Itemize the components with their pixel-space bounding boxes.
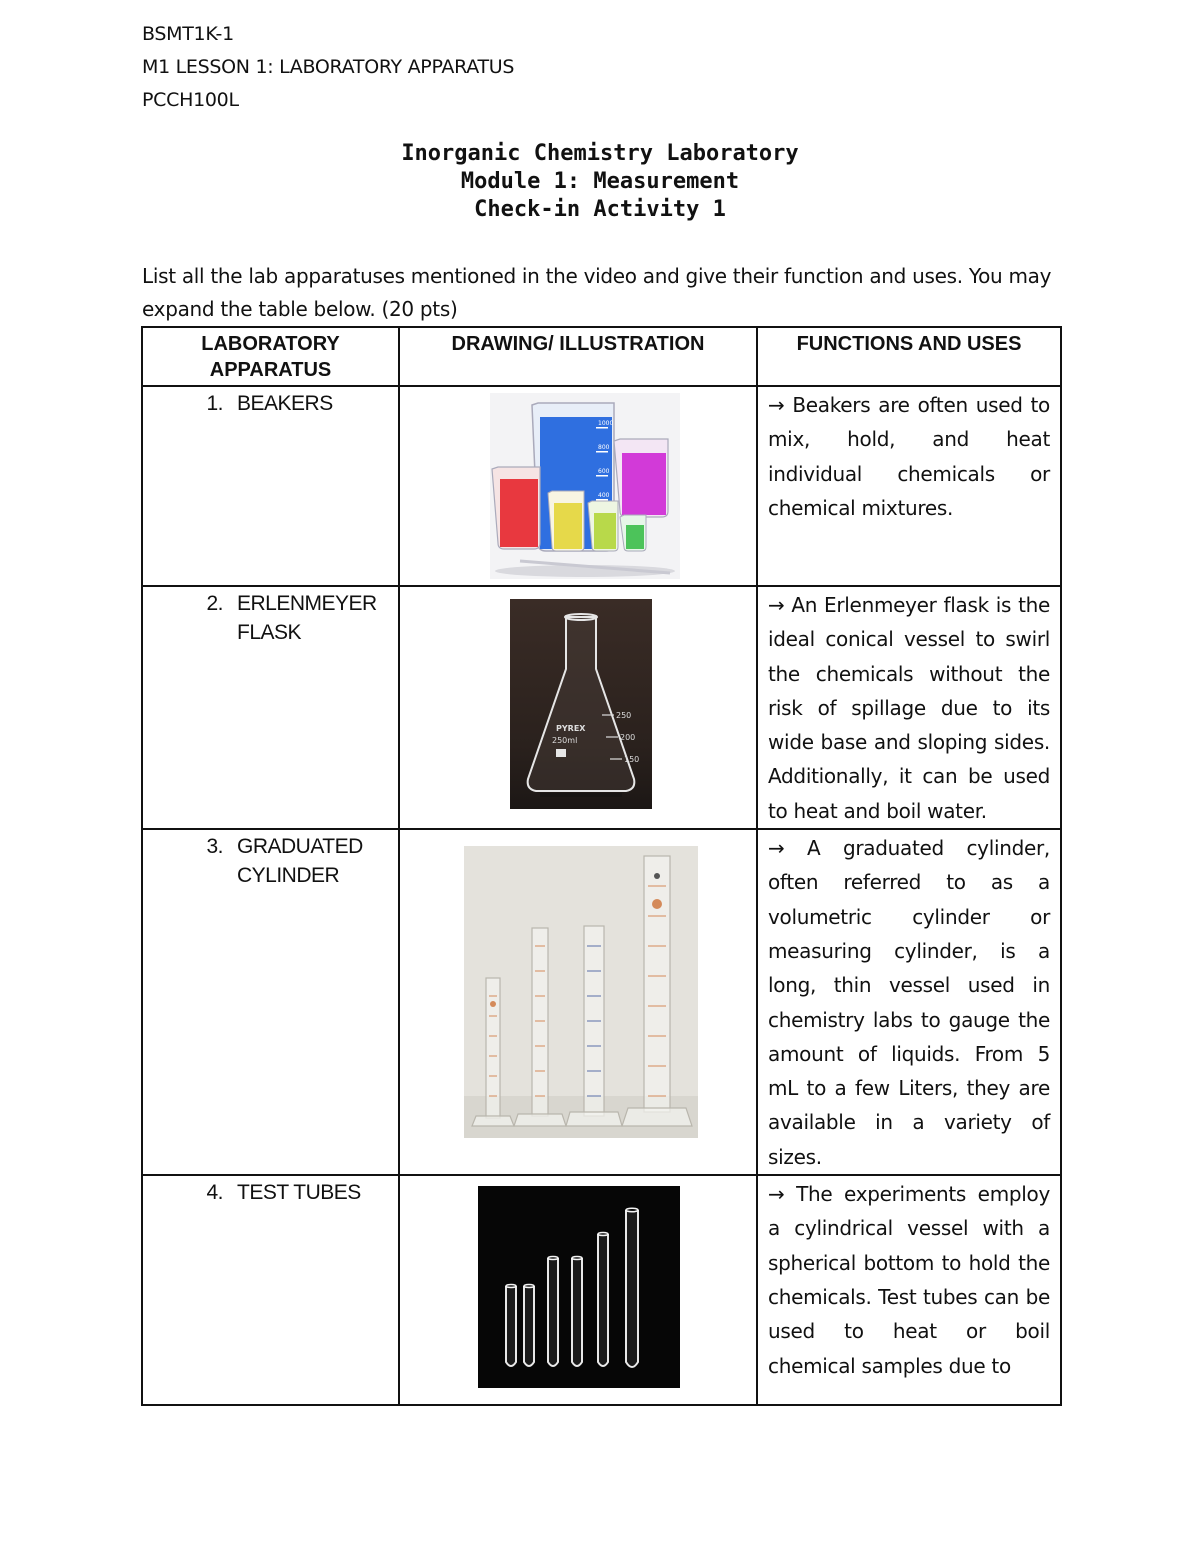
table-row	[142, 1175, 1061, 1405]
apparatus-cell	[142, 1175, 399, 1405]
title-activity: Check-in Activity 1	[474, 197, 726, 222]
title-block	[0, 140, 1200, 224]
beaker-mark-1000: 1000	[598, 420, 614, 427]
graduated-cylinders-illustration	[464, 846, 698, 1138]
course-code: BSMT1K-1	[142, 23, 234, 45]
flask-volume: 250ml	[552, 736, 578, 745]
row-number: 2.	[206, 592, 223, 615]
subject-code: PCCH100L	[142, 89, 239, 111]
lesson-title: M1 LESSON 1: LABORATORY APPARATUS	[142, 56, 515, 78]
table-header-row	[142, 327, 1061, 386]
header-illustration: DRAWING/ ILLUSTRATION	[399, 327, 757, 386]
apparatus-name: GRADUATED CYLINDER	[237, 835, 363, 888]
table-row	[142, 386, 1061, 586]
illustration-cell	[399, 386, 757, 586]
erlenmeyer-flask-illustration	[510, 599, 652, 809]
header-functions: FUNCTIONS AND USES	[757, 327, 1061, 386]
instructions: List all the lab apparatuses mentioned in the video and give their function and uses. You may expand the table below. (20 pts)	[142, 264, 1052, 321]
title-lab: Inorganic Chemistry Laboratory	[401, 141, 799, 166]
apparatus-name: TEST TUBES	[237, 1181, 361, 1205]
apparatus-cell	[142, 829, 399, 1175]
row-number: 1.	[206, 392, 223, 415]
beaker-mark-800: 800	[598, 444, 610, 451]
document-header	[142, 18, 514, 117]
table-row	[142, 829, 1061, 1175]
function-cell: → Beakers are often used to mix, hold, and heat individual chemicals or chemical mixtures.	[757, 386, 1061, 586]
apparatus-table	[141, 326, 1062, 1406]
flask-mark-250: 250	[616, 711, 632, 720]
apparatus-name: ERLENMEYER FLASK	[237, 592, 377, 644]
beaker-mark-400: 400	[598, 492, 610, 499]
function-cell: → The experiments employ a cylindrical vessel with a spherical bottom to hold the chemicals. Test tubes can be used to heat or boil chemical samples due to	[757, 1175, 1061, 1405]
row-number: 3.	[206, 835, 223, 859]
function-cell: → A graduated cylinder, often referred to as a volumetric cylinder or measuring cylinder, is a long, thin vessel used in chemistry labs to gauge the amount of liquids. From 5 mL to a few Liters, they are available in a variety of sizes.	[757, 829, 1061, 1175]
illustration-cell	[399, 1175, 757, 1405]
apparatus-cell	[142, 586, 399, 829]
flask-mark-150: 150	[624, 755, 640, 764]
function-cell: → An Erlenmeyer flask is the ideal conical vessel to swirl the chemicals without the risk of spillage due to its wide base and sloping sides. Additionally, it can be used to heat and boil water.	[757, 586, 1061, 829]
beaker-mark-600: 600	[598, 468, 610, 475]
illustration-cell	[399, 829, 757, 1175]
table-row	[142, 586, 1061, 829]
apparatus-cell	[142, 386, 399, 586]
test-tubes-illustration	[478, 1186, 680, 1388]
flask-brand: PYREX	[556, 724, 586, 733]
title-module: Module 1: Measurement	[460, 169, 740, 194]
header-apparatus: LABORATORY APPARATUS	[142, 327, 399, 386]
row-number: 4.	[206, 1181, 223, 1205]
apparatus-name: BEAKERS	[237, 392, 333, 415]
beakers-illustration	[490, 393, 680, 579]
flask-mark-200: 200	[620, 733, 636, 742]
illustration-cell	[399, 586, 757, 829]
